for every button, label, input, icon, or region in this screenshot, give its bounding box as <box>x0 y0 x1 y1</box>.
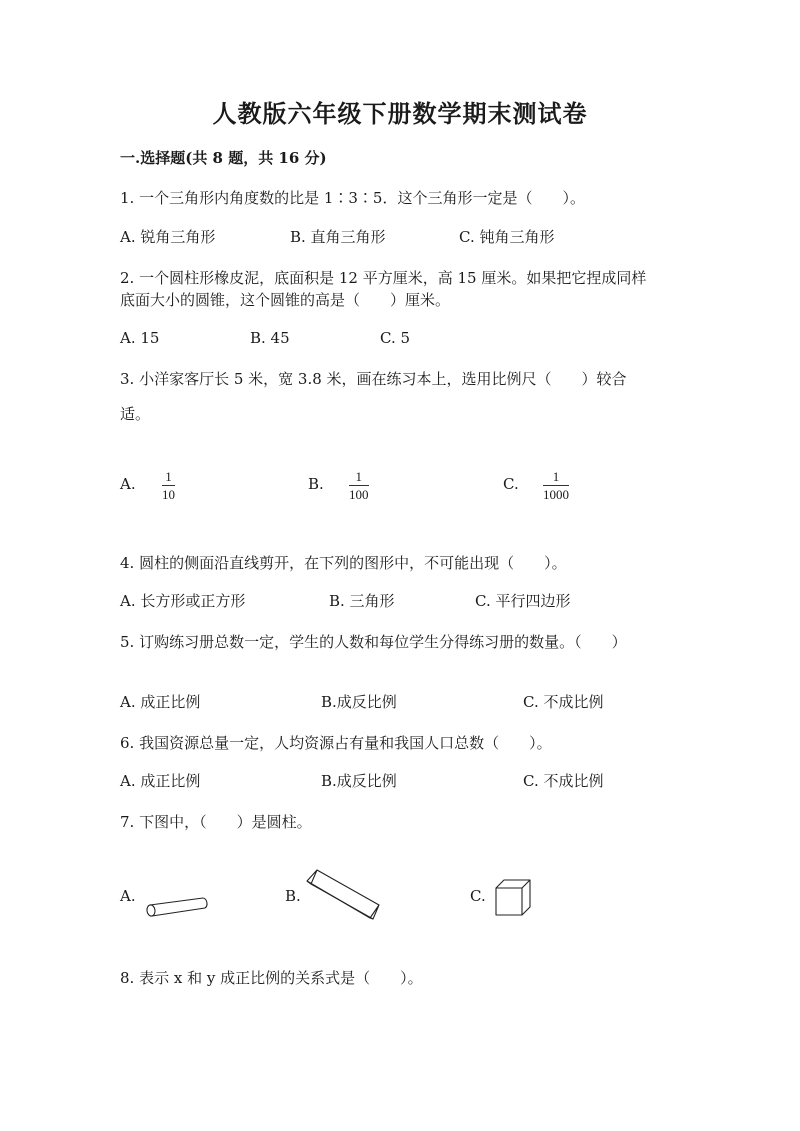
question-3-stem-line-1: 3. 小洋家客厅长 5 米，宽 3.8 米，画在练习本上，选用比例尺（ ）较合 <box>120 370 627 388</box>
fraction-bar <box>543 485 569 486</box>
question-2-option-a: A. 15 <box>120 329 160 347</box>
question-6-option-b: B.成反比例 <box>321 772 397 790</box>
question-3-option-a-fraction <box>162 469 175 502</box>
question-6-option-c: C. 不成比例 <box>523 772 604 790</box>
question-5-option-b: B.成反比例 <box>321 693 397 711</box>
question-7-option-c: C. <box>470 887 486 905</box>
question-6-option-a: A. 成正比例 <box>120 772 201 790</box>
fraction-denominator: 10 <box>162 487 175 502</box>
question-3-option-c-label: C. <box>503 475 519 493</box>
section-heading: 一.选择题(共 8 题，共 16 分) <box>120 149 327 167</box>
question-2-stem-line-2: 底面大小的圆锥，这个圆锥的高是（ ）厘米。 <box>120 291 451 309</box>
triangular-prism-icon <box>303 866 385 924</box>
question-3-stem-line-2: 适。 <box>120 405 151 423</box>
question-1-option-a: A. 锐角三角形 <box>120 228 216 246</box>
fraction-bar <box>162 485 175 486</box>
cube-icon <box>492 876 534 918</box>
question-8-stem: 8. 表示 x 和 y 成正比例的关系式是（ ）。 <box>120 969 423 987</box>
question-7-option-a: A. <box>120 887 136 905</box>
question-4-option-c: C. 平行四边形 <box>475 592 571 610</box>
question-2-option-c: C. 5 <box>380 329 411 347</box>
page-title: 人教版六年级下册数学期末测试卷 <box>212 99 588 128</box>
question-2-stem-line-1: 2. 一个圆柱形橡皮泥，底面积是 12 平方厘米，高 15 厘米。如果把它捏成同样 <box>120 269 647 287</box>
fraction-numerator: 1 <box>552 469 560 484</box>
question-4-stem: 4. 圆柱的侧面沿直线剪开，在下列的图形中，不可能出现（ ）。 <box>120 554 567 572</box>
question-1-option-b: B. 直角三角形 <box>290 228 386 246</box>
question-3-option-b-fraction <box>349 469 369 502</box>
question-5-stem: 5. 订购练习册总数一定，学生的人数和每位学生分得练习册的数量。（ ） <box>120 633 627 651</box>
question-3-option-b-label: B. <box>308 475 324 493</box>
question-1-stem: 1. 一个三角形内角度数的比是 1∶3∶5．这个三角形一定是（ ）。 <box>120 189 585 207</box>
fraction-bar <box>349 485 369 486</box>
question-5-option-a: A. 成正比例 <box>120 693 201 711</box>
question-6-stem: 6. 我国资源总量一定，人均资源占有量和我国人口总数（ ）。 <box>120 734 552 752</box>
cylinder-icon <box>142 893 212 923</box>
question-3-option-c-fraction <box>543 469 569 502</box>
question-7-stem: 7. 下图中，（ ）是圆柱。 <box>120 813 312 831</box>
question-4-option-b: B. 三角形 <box>329 592 395 610</box>
fraction-numerator: 1 <box>165 469 172 484</box>
question-4-option-a: A. 长方形或正方形 <box>120 592 246 610</box>
fraction-numerator: 1 <box>355 469 362 484</box>
fraction-denominator: 100 <box>349 487 369 502</box>
question-1-option-c: C. 钝角三角形 <box>459 228 555 246</box>
question-3-option-a-label: A. <box>120 475 136 493</box>
fraction-denominator: 1000 <box>543 487 569 502</box>
question-2-option-b: B. 45 <box>250 329 290 347</box>
question-7-option-b: B. <box>285 887 301 905</box>
question-5-option-c: C. 不成比例 <box>523 693 604 711</box>
